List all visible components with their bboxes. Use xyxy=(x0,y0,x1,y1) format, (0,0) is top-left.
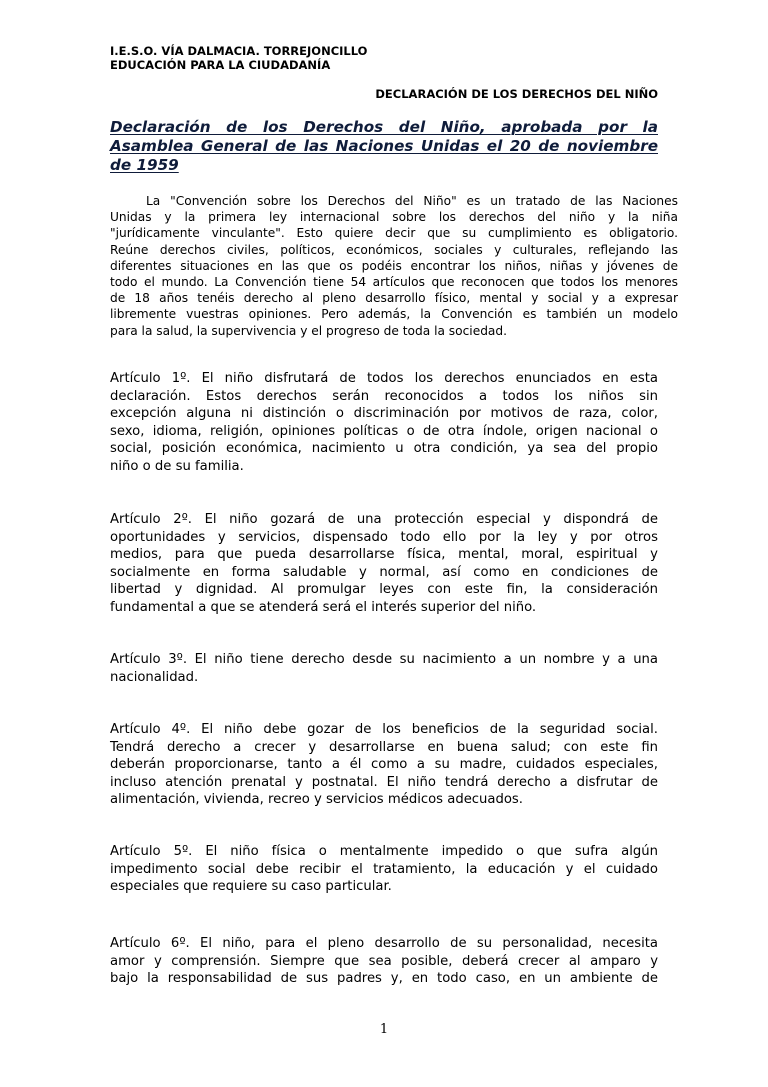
text-line: deberán proporcionarse, tanto a él como a su madre, cuidados especiales, xyxy=(110,757,658,772)
section-heading: DECLARACIÓN DE LOS DERECHOS DEL NIÑO xyxy=(375,87,658,101)
text-line: declaración. Estos derechos serán reconocidos a todos los niños sin xyxy=(110,388,658,404)
document-title xyxy=(110,118,658,175)
text-line: nacionalidad. xyxy=(110,669,199,685)
text-line: niño o de su familia. xyxy=(110,458,244,474)
title-line: de 1959 xyxy=(110,156,179,174)
text-line: todo el mundo. La Convención tiene 54 artículos que reconocen que todos los menores xyxy=(110,275,678,290)
school-name: I.E.S.O. VÍA DALMACIA. TORREJONCILLO xyxy=(110,44,368,58)
text-line: Artículo 4º. El niño debe gozar de los beneficios de la seguridad social. xyxy=(110,722,658,737)
text-line: para la salud, la supervivencia y el progreso de toda la sociedad. xyxy=(110,323,508,338)
page-number: 1 xyxy=(379,1022,389,1037)
text-line: fundamental a que se atenderá será el interés superior del niño. xyxy=(110,599,537,615)
subject-name: EDUCACIÓN PARA LA CIUDADANÍA xyxy=(110,58,331,72)
document-header xyxy=(110,44,670,72)
text-line: La "Convención sobre los Derechos del Niño" es un tratado de las Naciones xyxy=(146,194,678,208)
text-line: alimentación, vivienda, recreo y servicios médicos adecuados. xyxy=(110,792,523,807)
text-line: impedimento social debe recibir el tratamiento, la educación y el cuidado xyxy=(110,861,658,877)
title-line: Declaración de los Derechos del Niño, aprobada por la xyxy=(110,118,658,136)
text-line: Tendrá derecho a crecer y desarrollarse en buena salud; con este fin xyxy=(110,739,658,755)
text-line: Reúne derechos civiles, políticos, económicos, sociales y culturales, reflejando las xyxy=(110,242,678,257)
article-3 xyxy=(110,651,658,686)
text-line: Artículo 1º. El niño disfrutará de todos los derechos enunciados en esta xyxy=(110,371,658,386)
text-line: sexo, idioma, religión, opiniones políticas o de otra índole, origen nacional o xyxy=(110,423,658,439)
text-line: socialmente en forma saludable y normal, así como en condiciones de xyxy=(110,564,658,580)
text-line: libremente vuestras opiniones. Pero además, la Convención es también un modelo xyxy=(110,307,678,322)
text-line: Artículo 3º. El niño tiene derecho desde su nacimiento a un nombre y a una xyxy=(110,652,658,667)
text-line: Artículo 2º. El niño gozará de una protección especial y dispondrá de xyxy=(110,512,658,527)
intro-paragraph xyxy=(110,193,678,339)
text-line: Unidas y la primera ley internacional sobre los derechos del niño y la niña xyxy=(110,210,678,225)
title-line: Asamblea General de las Naciones Unidas el 20 de noviembre xyxy=(110,137,658,155)
text-line: diferentes situaciones en las que os podéis encontrar los niños, niñas y jóvenes de xyxy=(110,258,678,273)
article-1 xyxy=(110,370,658,475)
text-line: incluso atención prenatal y postnatal. El niño tendrá derecho a disfrutar de xyxy=(110,774,658,790)
text-line: oportunidades y servicios, dispensado todo ello por la ley y por otros xyxy=(110,529,658,545)
text-line: de 18 años tenéis derecho al pleno desarrollo físico, mental y social y a expresar xyxy=(110,291,678,306)
article-5 xyxy=(110,843,658,896)
text-line: Artículo 5º. El niño física o mentalmente impedido o que sufra algún xyxy=(110,844,658,859)
text-line: "jurídicamente vinculante". Esto quiere decir que su cumplimiento es obligatorio. xyxy=(110,226,678,241)
text-line: excepción alguna ni distinción o discriminación por motivos de raza, color, xyxy=(110,406,658,421)
text-line: bajo la responsabilidad de sus padres y, en todo caso, en un ambiente de xyxy=(110,971,658,986)
text-line: social, posición económica, nacimiento u otra condición, ya sea del propio xyxy=(110,441,658,456)
article-2 xyxy=(110,511,658,616)
text-line: amor y comprensión. Siempre que sea posible, deberá crecer al amparo y xyxy=(110,953,658,969)
article-6 xyxy=(110,935,658,988)
text-line: Artículo 6º. El niño, para el pleno desarrollo de su personalidad, necesita xyxy=(110,936,658,951)
text-line: libertad y dignidad. Al promulgar leyes con este fin, la consideración xyxy=(110,582,658,597)
text-line: medios, para que pueda desarrollarse física, mental, moral, espiritual y xyxy=(110,547,658,562)
text-line: especiales que requiere su caso particular. xyxy=(110,879,392,894)
article-4 xyxy=(110,721,658,809)
